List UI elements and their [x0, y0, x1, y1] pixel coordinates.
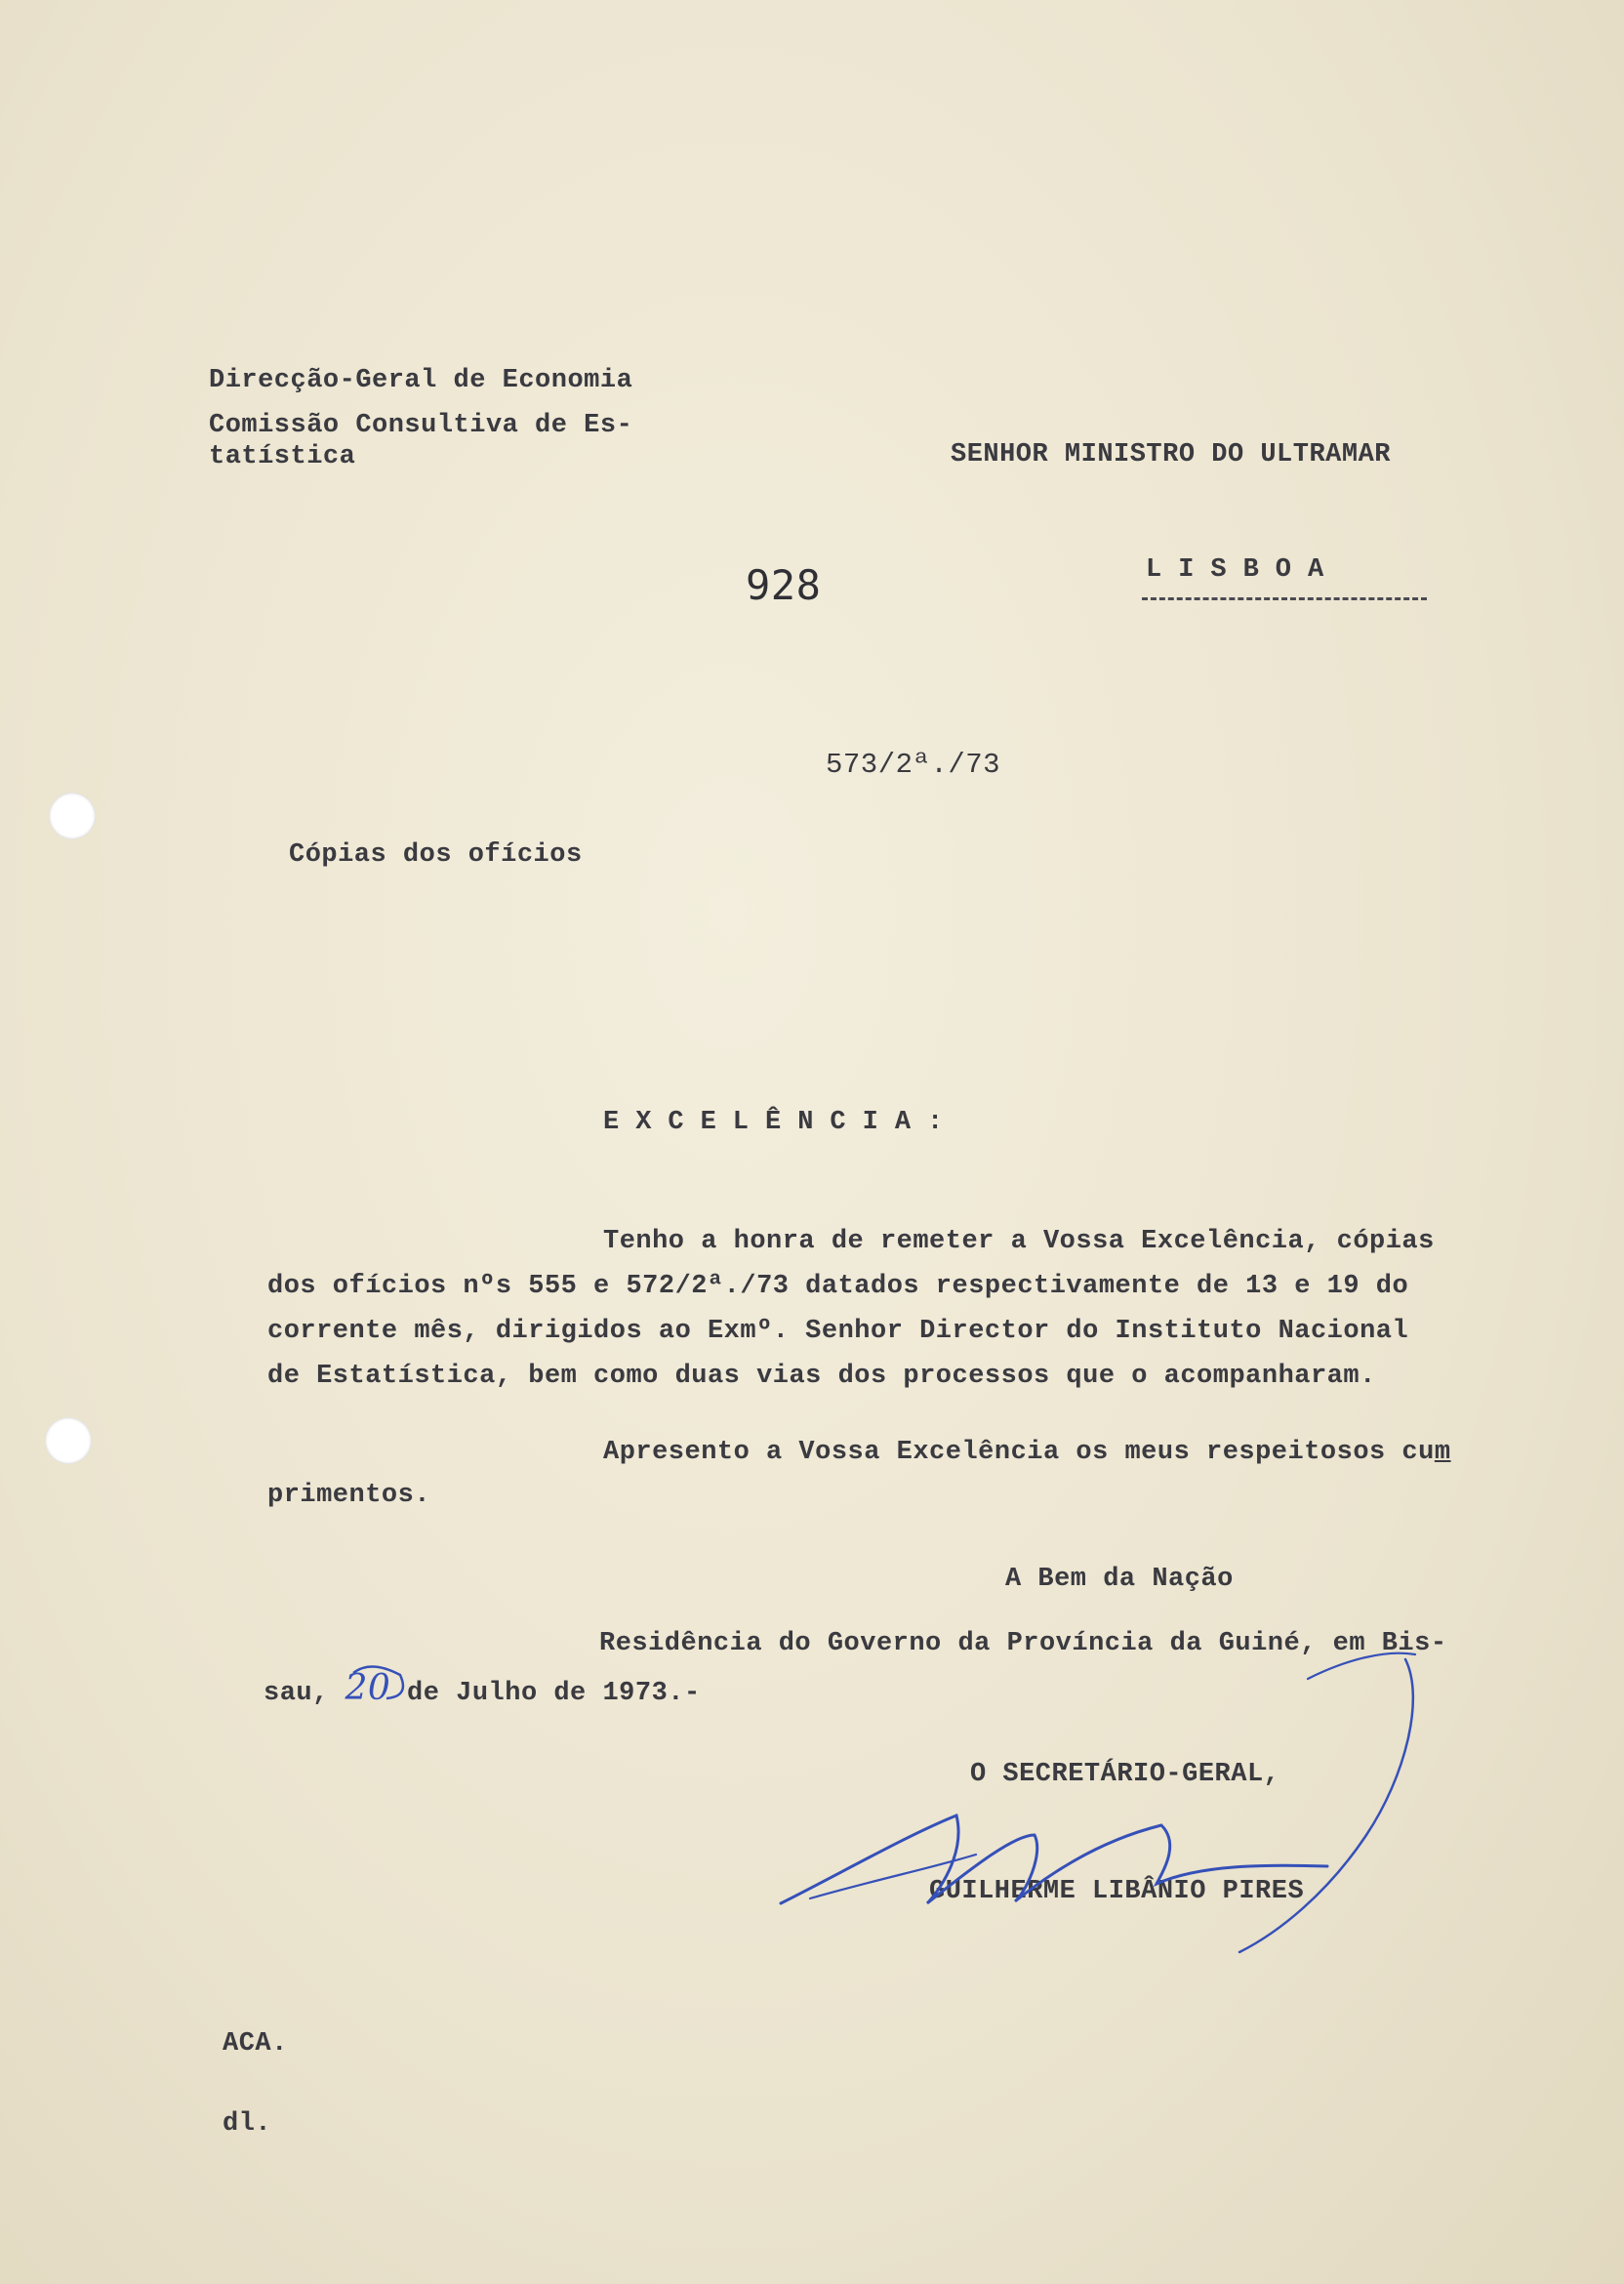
body-p1-line2: dos ofícios nºs 555 e 572/2ª./73 datados respectivamente de 13 e 19 do	[267, 1272, 1409, 1301]
signatory-role: O SECRETÁRIO-GERAL,	[970, 1760, 1280, 1789]
subject-line: Cópias dos ofícios	[289, 840, 583, 870]
reference-number: 573/2ª./73	[826, 749, 1001, 781]
closing-formula: A Bem da Nação	[1005, 1565, 1234, 1594]
place-prefix: sau,	[264, 1679, 345, 1708]
body-p2-text: Apresento a Vossa Excelência os meus respeitosos cu	[603, 1438, 1435, 1467]
body-p2-line2: primentos.	[267, 1481, 431, 1510]
sender-line-1: Direcção-Geral de Economia	[209, 366, 633, 395]
salutation: EXCELÊNCIA:	[603, 1108, 960, 1137]
body-p1-line3: corrente mês, dirigidos ao Exmº. Senhor Director do Instituto Nacional	[267, 1317, 1409, 1346]
body-p1-line1: Tenho a honra de remeter a Vossa Excelência, cópias	[603, 1227, 1435, 1256]
sender-line-2: Comissão Consultiva de Es-	[209, 411, 633, 440]
signatory-name: GUILHERME LIBÂNIO PIRES	[929, 1877, 1305, 1906]
place-line-1: Residência do Governo da Província da Guiné, em Bis-	[599, 1629, 1447, 1658]
typist-initials-2: dl.	[223, 2109, 272, 2139]
addressee-title: SENHOR MINISTRO DO ULTRAMAR	[951, 440, 1391, 469]
body-p2-underlined: m	[1434, 1438, 1451, 1467]
typist-initials-1: ACA.	[223, 2029, 288, 2059]
addressee-city: LISBOA	[1146, 555, 1341, 585]
sender-line-3: tatística	[209, 442, 356, 471]
handwritten-day: 20	[345, 1668, 391, 1708]
body-p1-line4: de Estatística, bem como duas vias dos processos que o acompanharam.	[267, 1362, 1376, 1391]
stamped-number: 928	[746, 561, 822, 609]
place-date: de Julho de 1973.-	[390, 1679, 701, 1708]
